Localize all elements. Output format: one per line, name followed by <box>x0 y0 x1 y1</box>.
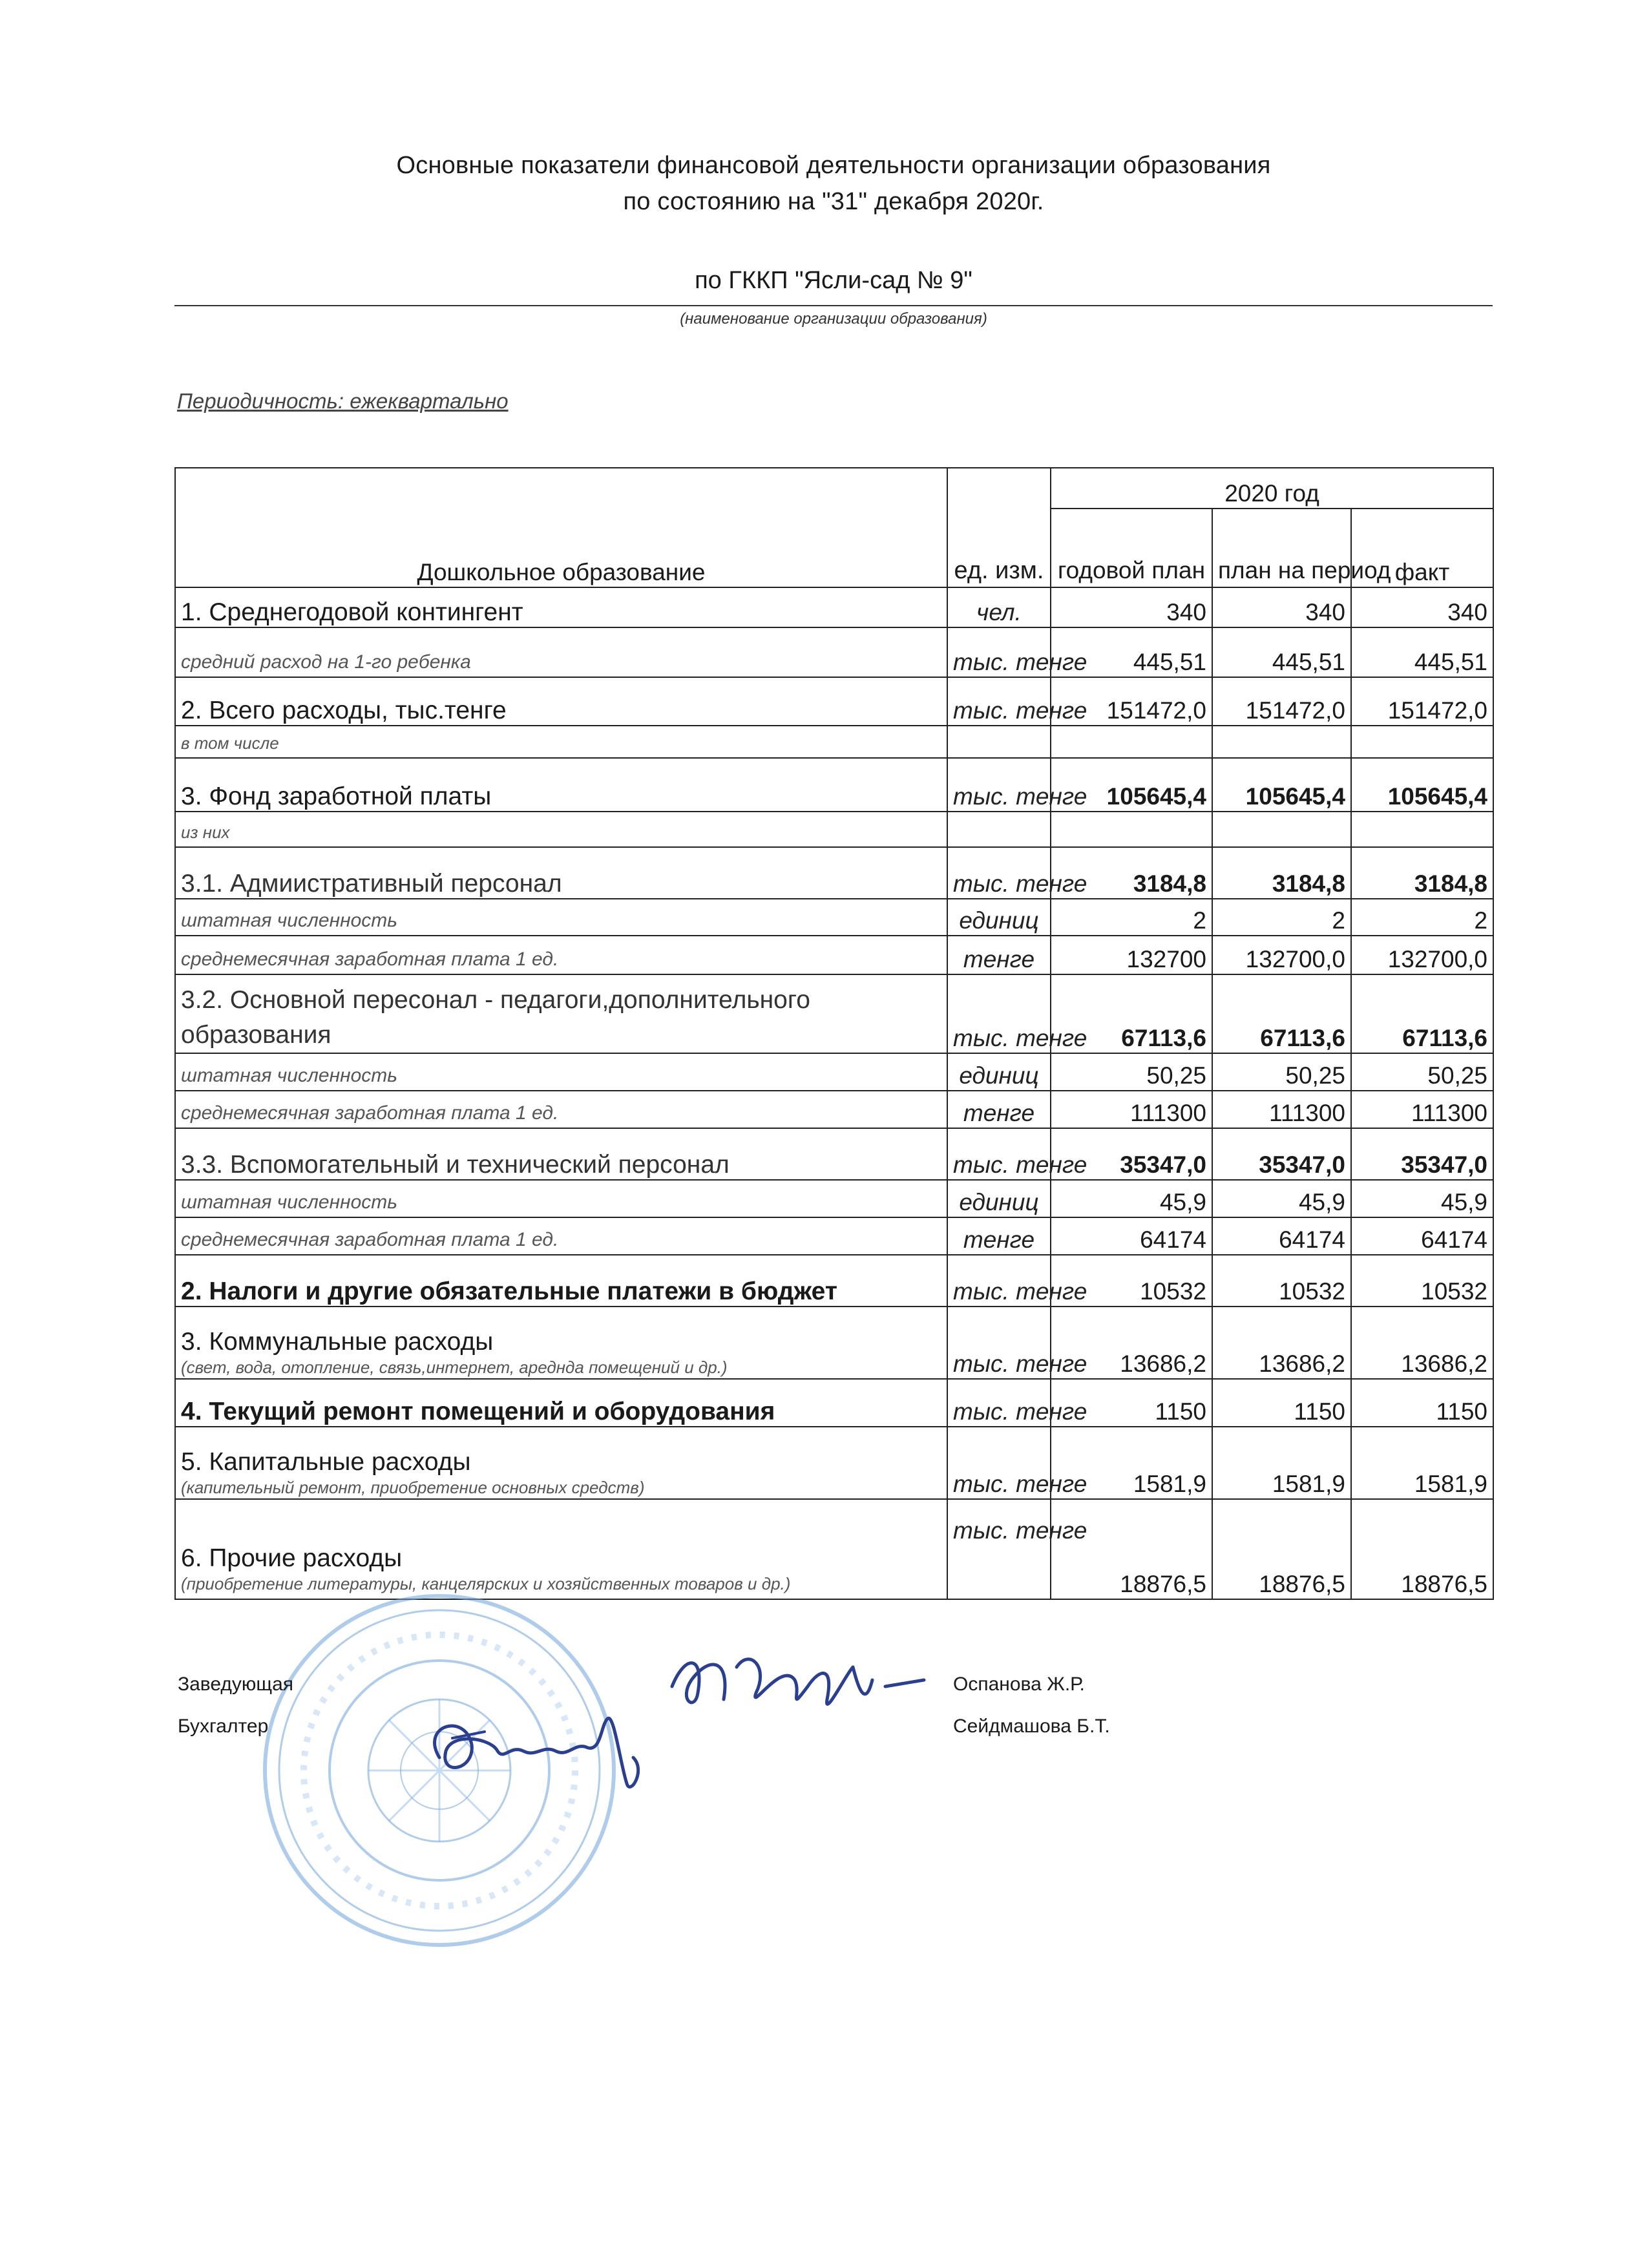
row-name: 4. Текущий ремонт помещений и оборудования <box>175 1379 947 1427</box>
row-annual-plan: 1581,9 <box>1051 1427 1212 1499</box>
row-annual-plan: 18876,5 <box>1051 1499 1212 1599</box>
row-name-cell <box>175 1427 947 1499</box>
organization-name: по ГККП "Ясли-сад № 9" <box>695 267 972 294</box>
row-fact: 50,25 <box>1351 1053 1493 1091</box>
head-label: Заведующая <box>178 1674 294 1695</box>
table-row <box>175 1091 1493 1128</box>
periodicity-label: Периодичность: ежеквартально <box>177 389 509 413</box>
table-body <box>175 468 1493 1599</box>
row-unit: тенге <box>947 936 1051 974</box>
row-unit <box>947 812 1051 847</box>
row-period-plan: 105645,4 <box>1212 758 1351 812</box>
row-fact: 340 <box>1351 587 1493 627</box>
header-section: Дошкольное образование <box>175 468 947 587</box>
row-period-plan: 13686,2 <box>1212 1307 1351 1379</box>
row-period-plan <box>1212 726 1351 758</box>
row-note: (капительный ремонт, приобретение основных средств) <box>181 1478 645 1497</box>
row-fact: 13686,2 <box>1351 1307 1493 1379</box>
row-name: 5. Капитальные расходы <box>181 1448 471 1476</box>
row-name: 6. Прочие расходы <box>181 1544 403 1572</box>
row-name: 3.3. Вспомогательный и технический персонал <box>175 1128 947 1180</box>
table-row <box>175 899 1493 936</box>
row-note: (свет, вода, отопление, связь,интернет, ареднда помещений и др.) <box>181 1358 728 1377</box>
row-annual-plan: 151472,0 <box>1051 677 1212 726</box>
row-unit: тыс. тенге <box>947 1379 1051 1427</box>
row-period-plan: 132700,0 <box>1212 936 1351 974</box>
header-row-1 <box>175 468 1493 509</box>
header-fact: факт <box>1351 509 1493 587</box>
table-row <box>175 758 1493 812</box>
row-fact: 111300 <box>1351 1091 1493 1128</box>
header-period-plan: план на период <box>1212 509 1351 587</box>
row-period-plan: 64174 <box>1212 1217 1351 1255</box>
row-name: 2. Всего расходы, тыс.тенге <box>175 677 947 726</box>
row-name: из них <box>175 812 947 847</box>
row-unit: тыс. тенге <box>947 1255 1051 1307</box>
row-period-plan: 2 <box>1212 899 1351 936</box>
row-unit: тыс. тенге <box>947 627 1051 677</box>
row-unit: тыс. тенге <box>947 1427 1051 1499</box>
row-name: 3. Коммунальные расходы <box>181 1328 494 1356</box>
header-year: 2020 год <box>1051 468 1493 509</box>
organization-underline <box>174 305 1493 306</box>
row-period-plan: 111300 <box>1212 1091 1351 1128</box>
row-annual-plan <box>1051 812 1212 847</box>
row-annual-plan: 132700 <box>1051 936 1212 974</box>
row-note: (приобретение литературы, канцелярских и хозяйственных товаров и др.) <box>181 1574 791 1593</box>
row-name: 3. Фонд заработной платы <box>175 758 947 812</box>
row-period-plan: 445,51 <box>1212 627 1351 677</box>
row-period-plan: 1581,9 <box>1212 1427 1351 1499</box>
table-row <box>175 1128 1493 1180</box>
row-fact <box>1351 726 1493 758</box>
table-row <box>175 1053 1493 1091</box>
row-name: среднемесячная заработная плата 1 ед. <box>175 1217 947 1255</box>
row-fact: 45,9 <box>1351 1180 1493 1217</box>
document-title <box>174 147 1493 220</box>
row-name: 1. Среднегодовой контингент <box>175 587 947 627</box>
table-row <box>175 1180 1493 1217</box>
row-fact: 67113,6 <box>1351 974 1493 1053</box>
table-row <box>175 1217 1493 1255</box>
row-annual-plan: 2 <box>1051 899 1212 936</box>
table-row <box>175 1427 1493 1499</box>
row-period-plan <box>1212 812 1351 847</box>
table-row <box>175 726 1493 758</box>
row-unit: тенге <box>947 1091 1051 1128</box>
table-row <box>175 974 1493 1053</box>
row-fact: 151472,0 <box>1351 677 1493 726</box>
row-period-plan: 18876,5 <box>1212 1499 1351 1599</box>
row-name-cell <box>175 1307 947 1379</box>
row-unit: тыс. тенге <box>947 677 1051 726</box>
row-name: штатная численность <box>175 899 947 936</box>
row-unit: тенге <box>947 1217 1051 1255</box>
row-period-plan: 45,9 <box>1212 1180 1351 1217</box>
row-annual-plan: 45,9 <box>1051 1180 1212 1217</box>
head-name: Оспанова Ж.Р. <box>953 1674 1085 1695</box>
table-row <box>175 677 1493 726</box>
row-unit: тыс. тенге <box>947 1307 1051 1379</box>
row-annual-plan <box>1051 726 1212 758</box>
row-period-plan: 151472,0 <box>1212 677 1351 726</box>
row-unit: единиц <box>947 1053 1051 1091</box>
row-unit: тыс. тенге <box>947 758 1051 812</box>
table-row <box>175 936 1493 974</box>
table-row <box>175 1255 1493 1307</box>
row-fact: 18876,5 <box>1351 1499 1493 1599</box>
row-name: штатная численность <box>175 1180 947 1217</box>
accountant-name: Сейдмашова Б.Т. <box>953 1716 1110 1737</box>
row-fact: 10532 <box>1351 1255 1493 1307</box>
accountant-label: Бухгалтер <box>178 1716 269 1737</box>
table-row <box>175 587 1493 627</box>
row-unit <box>947 726 1051 758</box>
row-annual-plan: 3184,8 <box>1051 847 1212 899</box>
table-row <box>175 1379 1493 1427</box>
financial-indicators-table <box>174 467 1494 1600</box>
row-unit: чел. <box>947 587 1051 627</box>
row-name: среднемесячная заработная плата 1 ед. <box>175 1091 947 1128</box>
row-unit: тыс. тенге <box>947 974 1051 1053</box>
row-fact: 64174 <box>1351 1217 1493 1255</box>
table-row <box>175 812 1493 847</box>
row-period-plan: 3184,8 <box>1212 847 1351 899</box>
title-line-1: Основные показатели финансовой деятельности организации образования <box>396 152 1271 179</box>
row-name: среднемесячная заработная плата 1 ед. <box>175 936 947 974</box>
row-fact: 445,51 <box>1351 627 1493 677</box>
row-name: в том числе <box>175 726 947 758</box>
row-annual-plan: 64174 <box>1051 1217 1212 1255</box>
accountant-signature <box>414 1686 672 1816</box>
row-unit: тыс. тенге <box>947 1499 1051 1599</box>
row-fact: 1150 <box>1351 1379 1493 1427</box>
head-signature <box>659 1641 930 1732</box>
row-name: 3.2. Основной пересонал - педагоги,дополнительного образования <box>175 974 947 1053</box>
row-fact: 2 <box>1351 899 1493 936</box>
table-row <box>175 847 1493 899</box>
title-line-2: по состоянию на "31" декабря 2020г. <box>623 188 1044 215</box>
row-period-plan: 50,25 <box>1212 1053 1351 1091</box>
row-annual-plan: 13686,2 <box>1051 1307 1212 1379</box>
row-annual-plan: 105645,4 <box>1051 758 1212 812</box>
row-annual-plan: 67113,6 <box>1051 974 1212 1053</box>
row-name: средний расход на 1-го ребенка <box>175 627 947 677</box>
row-unit: тыс. тенге <box>947 1128 1051 1180</box>
row-annual-plan: 10532 <box>1051 1255 1212 1307</box>
row-annual-plan: 340 <box>1051 587 1212 627</box>
row-annual-plan: 35347,0 <box>1051 1128 1212 1180</box>
header-unit: ед. изм. <box>947 468 1051 587</box>
row-name: 3.1. Адмиистративный персонал <box>175 847 947 899</box>
row-period-plan: 67113,6 <box>1212 974 1351 1053</box>
row-fact <box>1351 812 1493 847</box>
row-period-plan: 35347,0 <box>1212 1128 1351 1180</box>
row-annual-plan: 111300 <box>1051 1091 1212 1128</box>
row-fact: 1581,9 <box>1351 1427 1493 1499</box>
row-name: штатная численность <box>175 1053 947 1091</box>
organization-caption: (наименование организации образования) <box>680 310 987 328</box>
row-name: 2. Налоги и другие обязательные платежи в бюджет <box>175 1255 947 1307</box>
row-period-plan: 340 <box>1212 587 1351 627</box>
row-fact: 35347,0 <box>1351 1128 1493 1180</box>
header-annual-plan: годовой план <box>1051 509 1212 587</box>
table-row <box>175 627 1493 677</box>
table-row <box>175 1307 1493 1379</box>
row-period-plan: 10532 <box>1212 1255 1351 1307</box>
row-fact: 3184,8 <box>1351 847 1493 899</box>
row-fact: 105645,4 <box>1351 758 1493 812</box>
row-fact: 132700,0 <box>1351 936 1493 974</box>
row-unit: тыс. тенге <box>947 847 1051 899</box>
row-annual-plan: 445,51 <box>1051 627 1212 677</box>
row-annual-plan: 1150 <box>1051 1379 1212 1427</box>
row-annual-plan: 50,25 <box>1051 1053 1212 1091</box>
row-unit: единиц <box>947 899 1051 936</box>
row-unit: единиц <box>947 1180 1051 1217</box>
row-period-plan: 1150 <box>1212 1379 1351 1427</box>
